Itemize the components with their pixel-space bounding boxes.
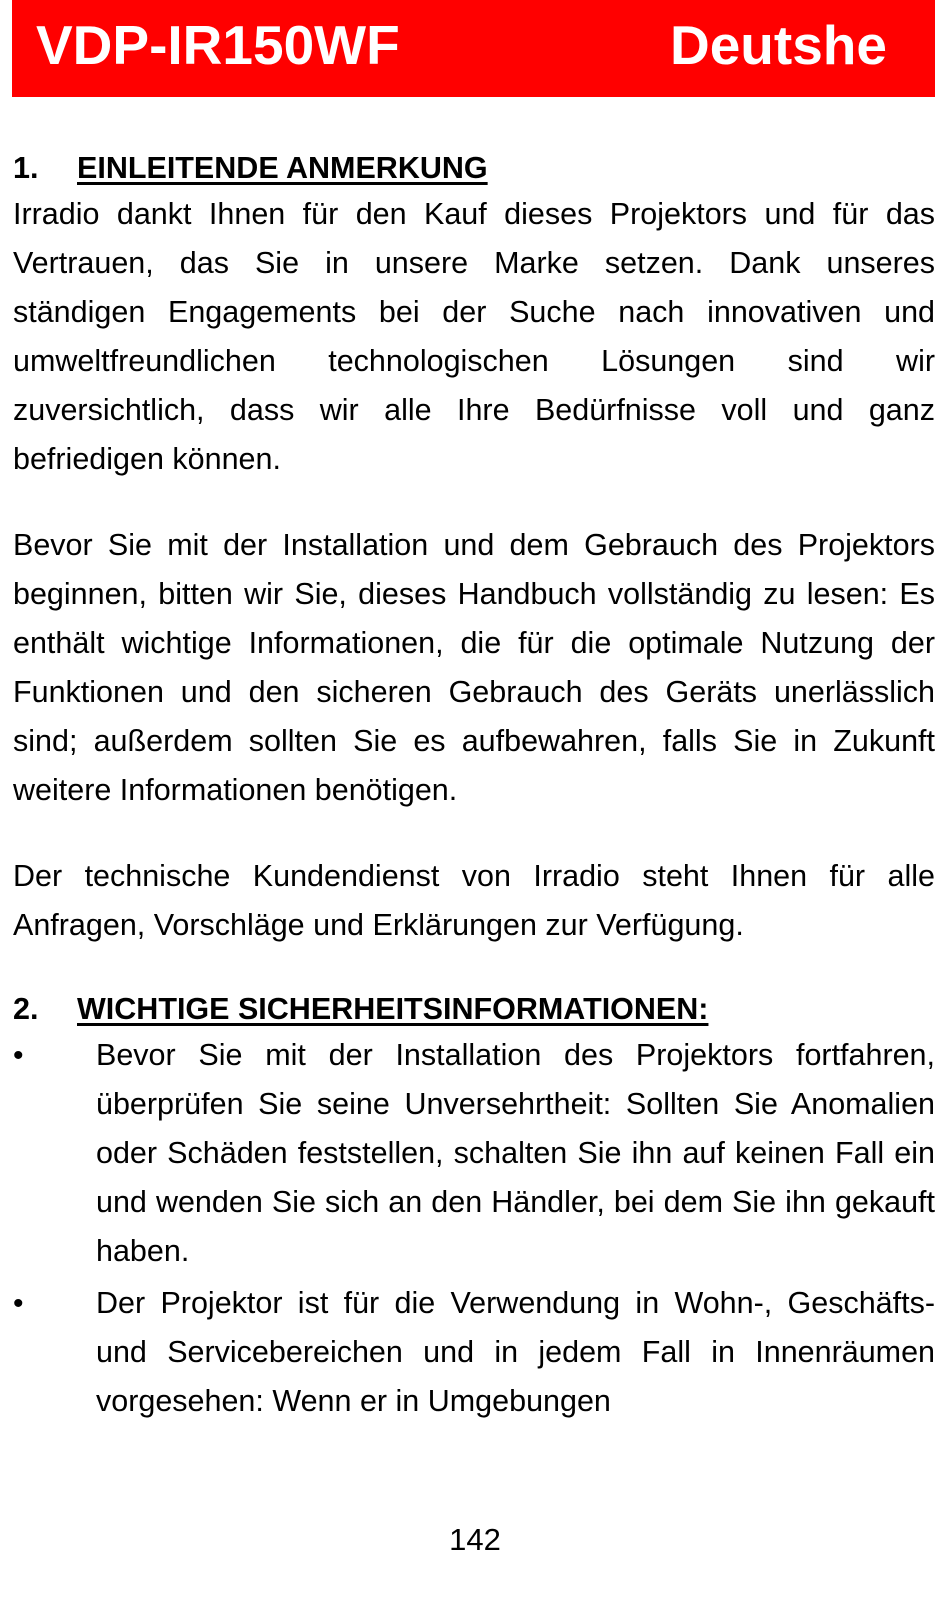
bullet-icon: • — [13, 1287, 24, 1320]
list-item-text: Bevor Sie mit der Installation des Projektors fortfahren, überprüfen Sie seine Unversehrtheit: Sollten Sie Anomalien oder Schäden feststellen, schalten Sie ihn auf keinen Fall ein und wenden Sie sich an den Händler, bei dem Sie ihn gekauft haben. — [96, 1038, 935, 1268]
safety-bullet-list — [13, 1031, 935, 1426]
section-number: 2. — [13, 992, 39, 1026]
list-item-text: Der Projektor ist für die Verwendung in Wohn-, Geschäfts- und Servicebereichen und in jedem Fall in Innenräumen vorgesehen: Wenn er in Umgebungen — [96, 1286, 935, 1418]
section-title: EINLEITENDE ANMERKUNG — [77, 151, 488, 185]
paragraph: Der technische Kundendienst von Irradio steht Ihnen für alle Anfragen, Vorschläge und Erklärungen zur Verfügung. — [13, 859, 935, 942]
section-heading-safety — [13, 987, 935, 1031]
language-label: Deutshe — [670, 14, 887, 76]
header-bar — [12, 0, 935, 97]
section-number: 1. — [13, 151, 39, 185]
paragraph: Bevor Sie mit der Installation und dem Gebrauch des Projektors beginnen, bitten wir Sie, dieses Handbuch vollständig zu lesen: Es enthält wichtige Informationen, die für die optimale Nutzung der Funktionen und den sicheren Gebrauch des Geräts unerlässlich sind; außerdem sollten Sie es aufbewahren, falls Sie in Zukunft weitere Informationen benötigen. — [13, 528, 935, 807]
page-number: 142 — [449, 1522, 501, 1557]
paragraph: Irradio dankt Ihnen für den Kauf dieses Projektors und für das Vertrauen, das Sie in unsere Marke setzen. Dank unseres ständigen Engagements bei der Suche nach innovativen und umweltfreundlichen technologischen Lösungen sind wir zuversichtlich, dass wir alle Ihre Bedürfnisse voll und ganz befriedigen können. — [13, 197, 935, 476]
bullet-icon: • — [13, 1039, 24, 1072]
list-item — [13, 1279, 935, 1426]
section-title: WICHTIGE SICHERHEITSINFORMATIONEN: — [77, 992, 709, 1026]
document-content — [13, 146, 935, 1429]
list-item — [13, 1031, 935, 1276]
section-heading-introduction — [13, 146, 935, 190]
model-title: VDP-IR150WF — [36, 14, 400, 76]
